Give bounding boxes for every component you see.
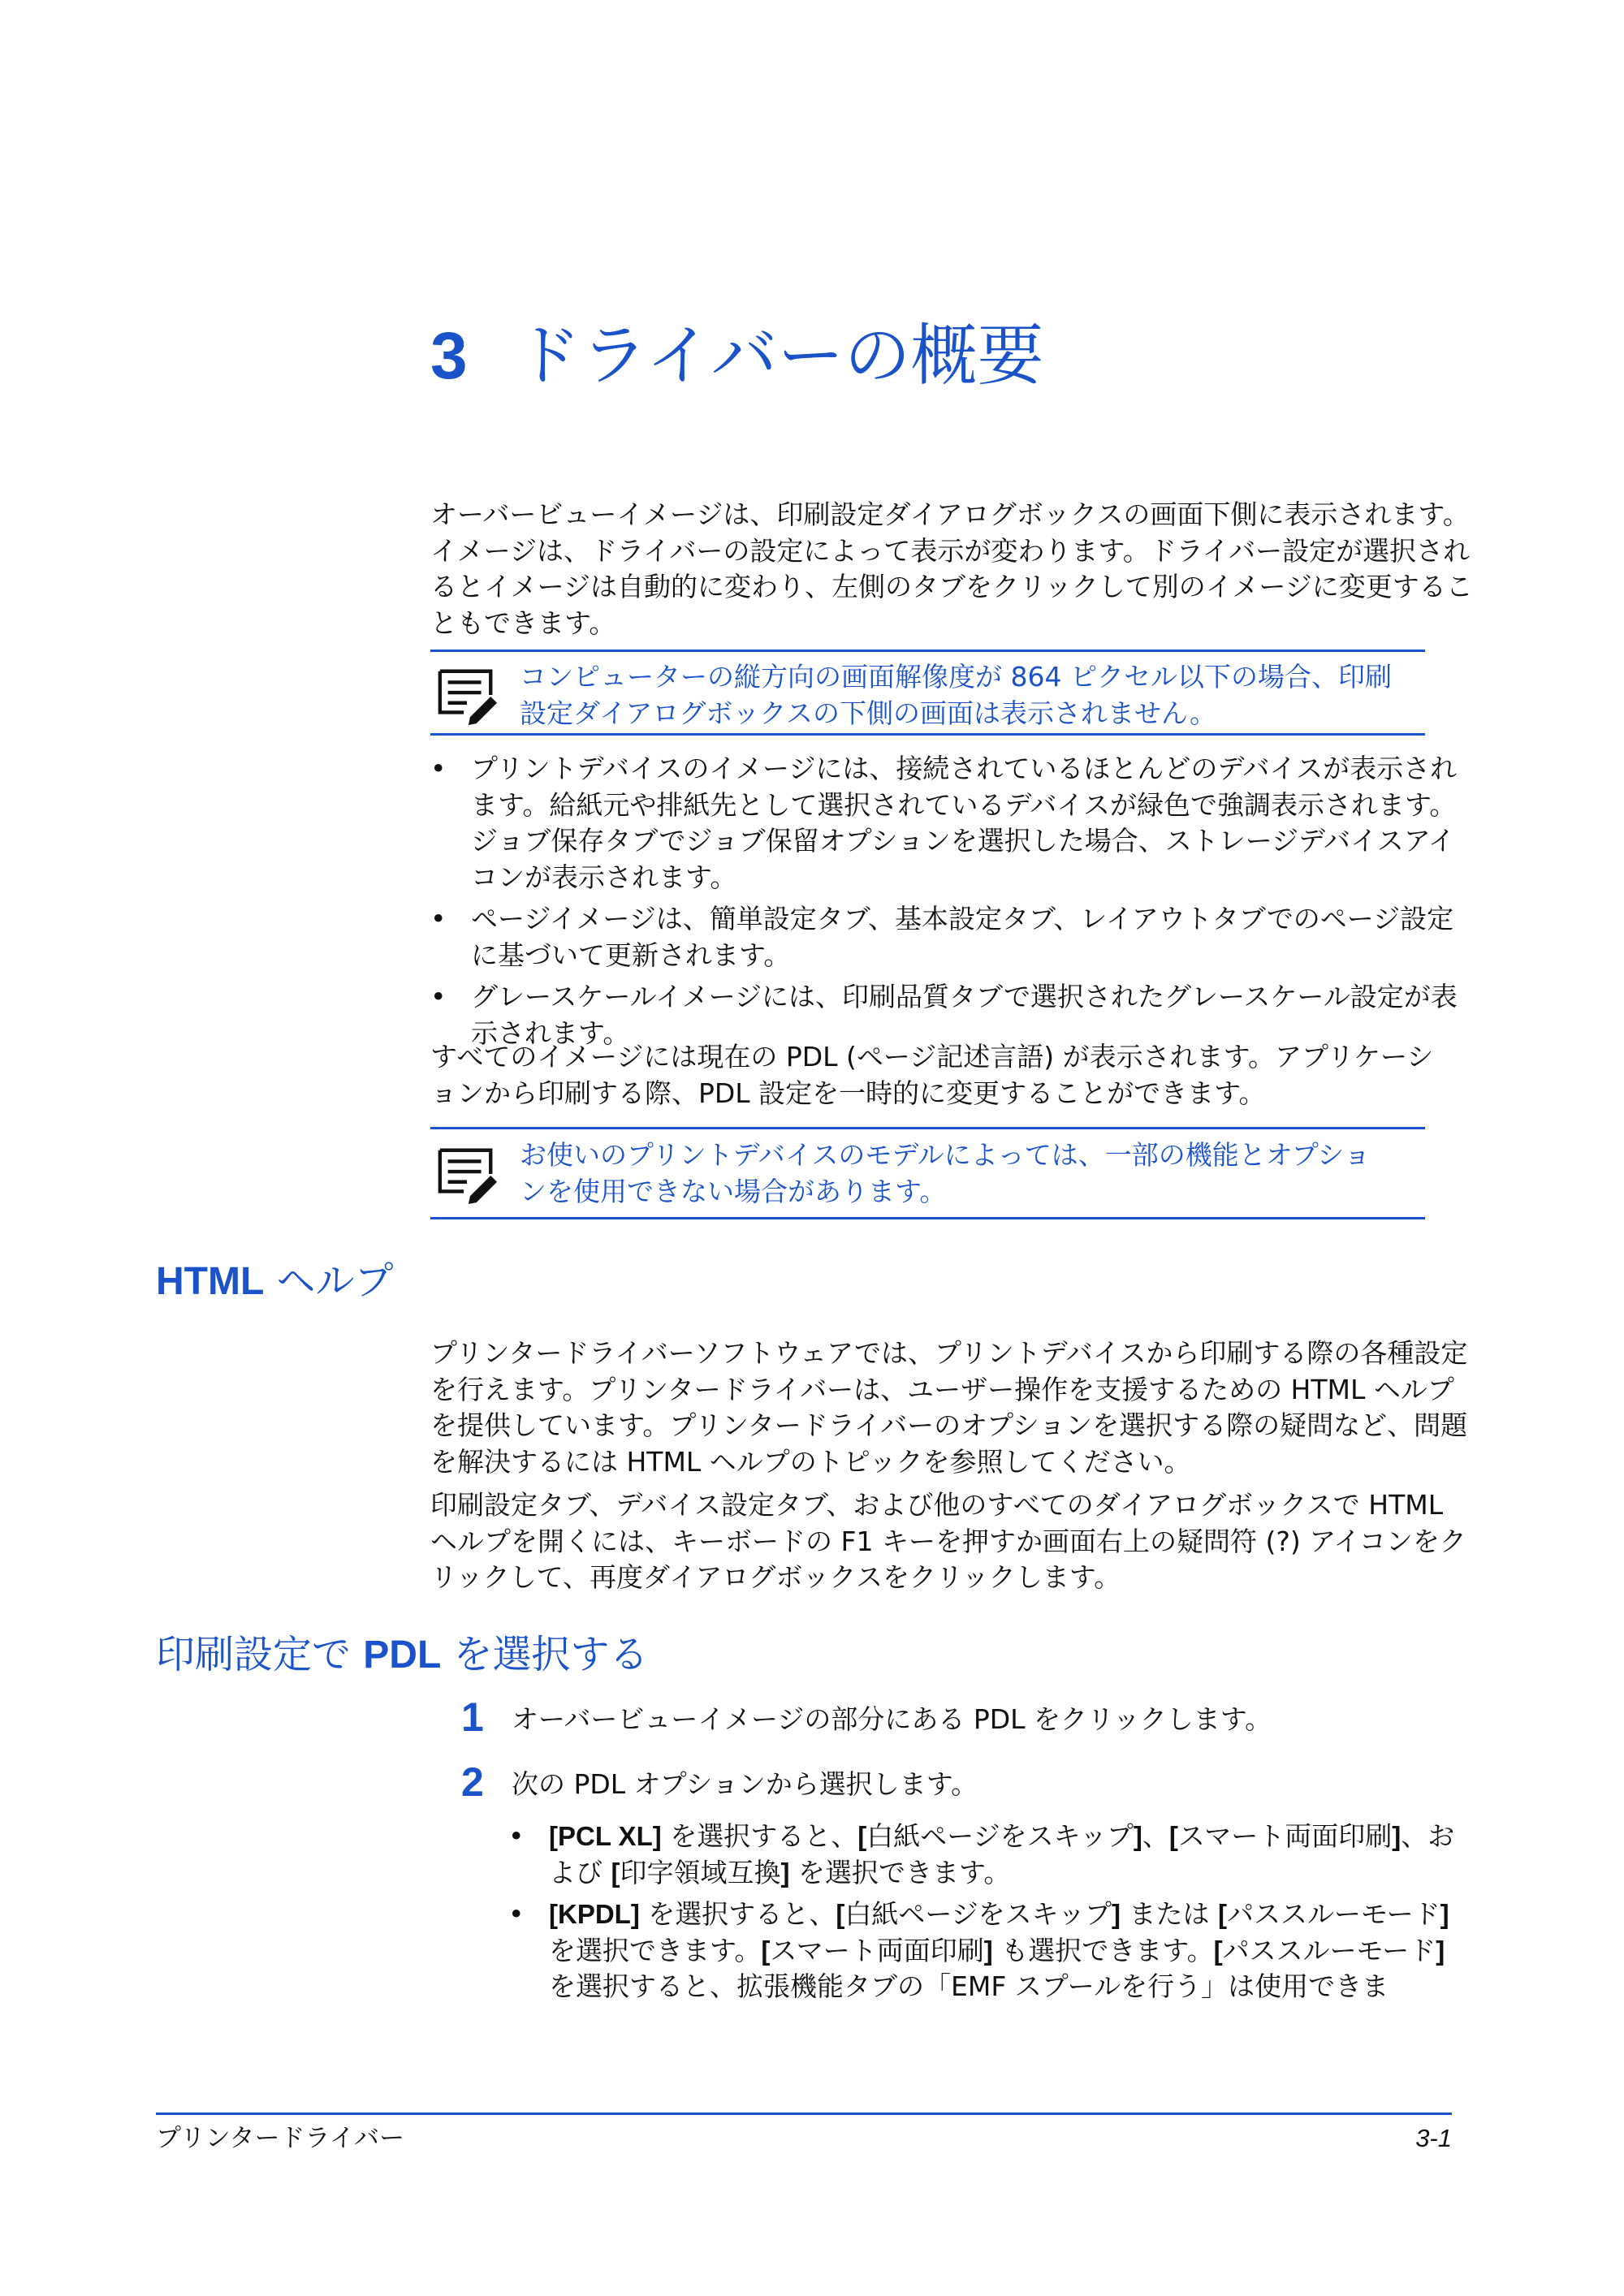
heading-strong: HTML <box>156 1260 265 1303</box>
list-item-text: グレースケールイメージには、印刷品質タブで選択されたグレースケール設定が表示されます。 <box>471 981 1458 1049</box>
chapter-number: 3 <box>430 319 468 393</box>
note-icon <box>435 663 499 727</box>
heading-rest: ヘルプ <box>264 1258 394 1304</box>
list-item-text: [PCL XL] を選択すると、[白紙ページをスキップ]、[スマート両面印刷]、および [印字領域互換] を選択できます。 <box>549 1820 1455 1888</box>
html-help-paragraph: プリンタードライバーソフトウェアでは、プリントデバイスから印刷する際の各種設定を行えます。プリンタードライバーは、ユーザー操作を支援するための HTML ヘルプを提供しています。プリンタードライバーのオプションを選択する際の疑問など、問題を解決するには HTML ヘルプのトピックを参照してください。 <box>430 1337 1468 1478</box>
list-item: • ページイメージは、簡単設定タブ、基本設定タブ、レイアウトタブでのページ設定に基づいて更新されます。 <box>430 903 1454 971</box>
note-text: コンピューターの縦方向の画面解像度が 864 ピクセル以下の場合、印刷設定ダイアログボックスの下側の画面は表示されません。 <box>520 661 1392 729</box>
pdl-option-list <box>508 1819 1475 2011</box>
section-heading-pdl <box>156 1630 649 1680</box>
heading-post: を選択する <box>441 1632 649 1677</box>
html-help-paragraph-2: 印刷設定タブ、デバイス設定タブ、および他のすべてのダイアログボックスで HTML ヘルプを開くには、キーボードの F1 キーを押すか画面右上の疑問符 (?) アイコンをクリックして、再度ダイアログボックスをクリックします。 <box>430 1489 1466 1593</box>
note-icon <box>435 1142 499 1206</box>
feature-list <box>430 751 1462 1057</box>
section-heading-html-help <box>156 1257 394 1306</box>
note-box <box>430 1127 1425 1219</box>
step-number: 1 <box>461 1694 484 1740</box>
intro-paragraph: オーバービューイメージは、印刷設定ダイアログボックスの画面下側に表示されます。イメージは、ドライバーの設定によって表示が変わります。ドライバー設定が選択されるとイメージは自動的に変わり、左側のタブをクリックして別のイメージに変更することもできます。 <box>430 498 1473 639</box>
footer-rule <box>156 2113 1452 2115</box>
note-text: お使いのプリントデバイスのモデルによっては、一部の機能とオプションを使用できない場合があります。 <box>520 1139 1371 1207</box>
footer-title: プリンタードライバー <box>156 2124 404 2153</box>
list-item: • グレースケールイメージには、印刷品質タブで選択されたグレースケール設定が表示されます。 <box>430 981 1458 1049</box>
list-item: • プリントデバイスのイメージには、接続されているほとんどのデバイスが表示されます。給紙元や排紙先として選択されているデバイスが緑色で強調表示されます。ジョブ保存タブでジョブ保留オプションを選択した場合、ストレージデバイスアイコンが表示されます。 <box>430 753 1458 893</box>
pdl-paragraph: すべてのイメージには現在の PDL (ページ記述言語) が表示されます。アプリケーションから印刷する際、PDL 設定を一時的に変更することができます。 <box>430 1041 1434 1109</box>
list-item-text: [KPDL] を選択すると、[白紙ページをスキップ] または [パススルーモード] を選択できます。[スマート両面印刷] も選択できます。[パススルーモード] を選択すると、拡張機能タブの「EMF スプールを行う」は使用できま <box>549 1898 1449 2002</box>
chapter-title-text: ドライバーの概要 <box>514 317 1044 395</box>
heading-strong: PDL <box>363 1634 442 1677</box>
list-item: • [PCL XL] を選択すると、[白紙ページをスキップ]、[スマート両面印刷]、および [印字領域互換] を選択できます。 <box>508 1820 1455 1888</box>
list-item-text: プリントデバイスのイメージには、接続されているほとんどのデバイスが表示されます。給紙元や排紙先として選択されているデバイスが緑色で強調表示されます。ジョブ保存タブでジョブ保留オプションを選択した場合、ストレージデバイスアイコンが表示されます。 <box>471 753 1458 893</box>
list-item-text: ページイメージは、簡単設定タブ、基本設定タブ、レイアウトタブでのページ設定に基づいて更新されます。 <box>471 903 1454 971</box>
page-number: 3-1 <box>1415 2124 1452 2152</box>
step-number: 2 <box>461 1759 484 1805</box>
note-box <box>430 650 1425 736</box>
step-text: 次の PDL オプションから選択します。 <box>512 1768 978 1800</box>
heading-pre: 印刷設定で <box>156 1632 364 1677</box>
step-text: オーバービューイメージの部分にある PDL をクリックします。 <box>512 1703 1272 1735</box>
list-item: • [KPDL] を選択すると、[白紙ページをスキップ] または [パススルーモード] を選択できます。[スマート両面印刷] も選択できます。[パススルーモード] を選択すると、拡張機能タブの「EMF スプールを行う」は使用できま <box>508 1898 1449 2002</box>
chapter-title <box>430 312 1044 401</box>
